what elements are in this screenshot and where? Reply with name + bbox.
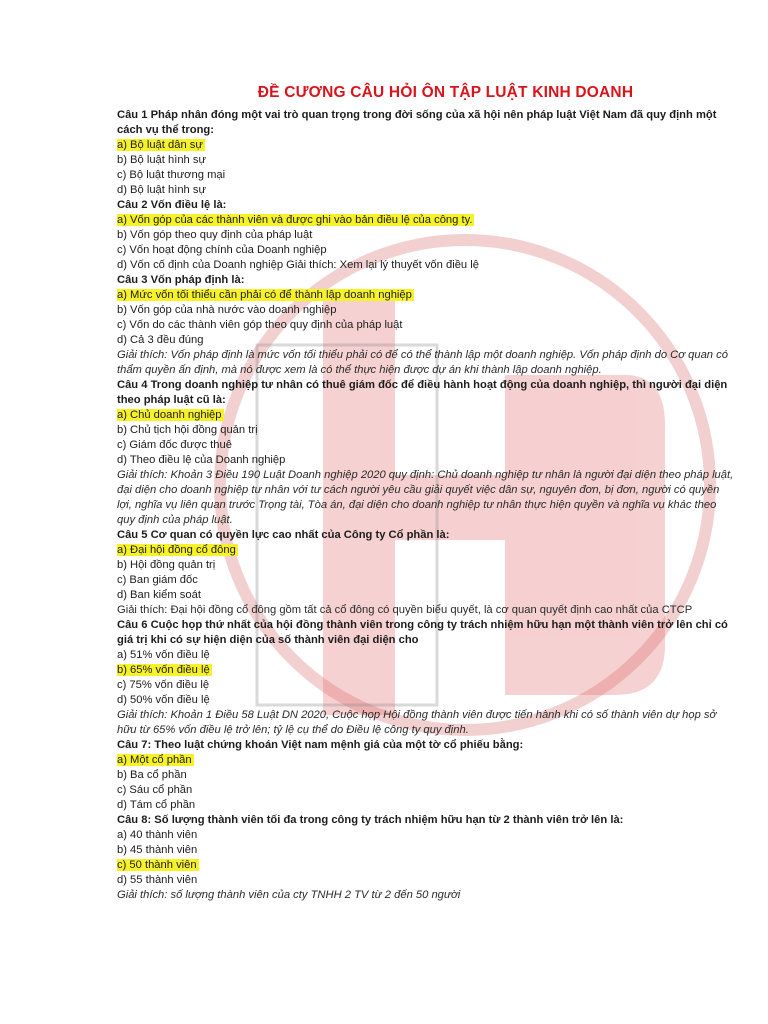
answer-option-label: c) 75% vốn điều lệ <box>117 679 210 691</box>
answer-option-label: c) Bộ luật thương mại <box>117 169 226 181</box>
answer-option <box>117 678 736 693</box>
answer-option-label: b) 65% vốn điều lệ <box>117 664 210 676</box>
question-text: Câu 7: Theo luật chứng khoán Việt nam mệnh giá của một tờ cổ phiếu bằng: <box>117 739 524 751</box>
answer-option-label: d) Bộ luật hình sự <box>117 184 206 196</box>
answer-option <box>117 168 736 183</box>
answer-option-label: b) Chủ tịch hội đồng quản trị <box>117 424 258 436</box>
answer-options <box>117 288 736 348</box>
answer-option-label: d) 50% vốn điều lệ <box>117 694 210 706</box>
answer-option-label: d) Vốn cố định của Doanh nghiệp Giải thích: Xem lại lý thuyết vốn điều lệ <box>117 259 479 271</box>
answer-options <box>117 828 736 888</box>
explanation-text: Giải thích: Khoản 3 Điều 190 Luật Doanh nghiệp 2020 quy định: Chủ doanh nghiệp tư nhân là người đại diện theo pháp luật, đại diện cho doanh nghiệp tư nhân với tư cách người yêu cầu giải quyết việc dân sự, nguyên đơn, bị đơn, người có quyền lợi, nghĩa vụ liên quan trước Trọng tài, Tòa án, đại diện cho doanh nghiệp tư nhân thực hiện quyền và nghĩa vụ khác theo quy định của pháp luật. <box>117 469 734 526</box>
answer-option <box>117 573 736 588</box>
explanation-text: Giải thích: Khoản 1 Điều 58 Luật DN 2020, Cuộc họp Hội đồng thành viên được tiến hành khi có số thành viên dự họp sở hữu từ 65% vốn điều lệ trở lên; tỷ lệ cụ thể do Điều lệ công ty quy định. <box>117 709 717 736</box>
explanation-text: Giải thích: Vốn pháp định là mức vốn tối thiểu phải có để có thể thành lập một doanh nghiệp. Vốn pháp định do Cơ quan có thẩm quyền ấn định, mà nó được xem là có thể thực hiện được dự án khi thành lập doanh nghiệp. <box>117 349 728 376</box>
explanation-text: Giải thích: số lượng thành viên của cty TNHH 2 TV từ 2 đến 50 người <box>117 889 461 901</box>
answer-option-label: c) Giám đốc được thuê <box>117 439 232 451</box>
answer-option-label: d) 55 thành viên <box>117 874 198 886</box>
answer-options <box>117 753 736 813</box>
question-block <box>117 108 736 198</box>
correct-answer-option <box>117 858 736 873</box>
answer-option <box>117 228 736 243</box>
answer-option <box>117 693 736 708</box>
answer-option <box>117 303 736 318</box>
answer-options <box>117 213 736 273</box>
answer-option-label: c) 50 thành viên <box>117 859 197 871</box>
answer-option-label: b) Ba cổ phần <box>117 769 187 781</box>
answer-option <box>117 588 736 603</box>
correct-answer-option <box>117 543 736 558</box>
answer-option <box>117 873 736 888</box>
answer-options <box>117 138 736 198</box>
question-list <box>117 108 736 903</box>
question-block <box>117 378 736 528</box>
answer-options <box>117 648 736 708</box>
answer-option-label: c) Vốn do các thành viên góp theo quy định của pháp luật <box>117 319 403 331</box>
answer-option <box>117 318 736 333</box>
answer-option <box>117 453 736 468</box>
answer-option <box>117 648 736 663</box>
answer-option-label: d) Cả 3 đều đúng <box>117 334 204 346</box>
answer-option-label: b) Vốn góp của nhà nước vào doanh nghiệp <box>117 304 337 316</box>
correct-answer-option <box>117 138 736 153</box>
question-text: Câu 8: Số lượng thành viên tối đa trong công ty trách nhiệm hữu hạn từ 2 thành viên trở lên là: <box>117 814 624 826</box>
question-block <box>117 198 736 273</box>
correct-answer-option <box>117 408 736 423</box>
question-text: Câu 4 Trong doanh nghiệp tư nhân có thuê giám đốc để điều hành hoạt động của doanh nghiệp, thì người đại diện theo pháp luật cũ là: <box>117 379 728 406</box>
answer-option-label: b) Hội đồng quản trị <box>117 559 216 571</box>
answer-option-label: a) Mức vốn tối thiểu cần phải có để thành lập doanh nghiệp <box>117 289 412 301</box>
question-text: Câu 1 Pháp nhân đóng một vai trò quan trọng trong đời sống của xã hội nên pháp luật Việt Nam đã quy định một cách vụ thể trong: <box>117 109 717 136</box>
answer-option-label: d) Ban kiểm soát <box>117 589 201 601</box>
answer-options <box>117 408 736 468</box>
answer-option <box>117 558 736 573</box>
answer-option <box>117 798 736 813</box>
answer-option <box>117 258 736 273</box>
answer-option <box>117 423 736 438</box>
answer-option-label: a) Một cổ phần <box>117 754 192 766</box>
answer-option <box>117 843 736 858</box>
answer-option-label: d) Tám cổ phần <box>117 799 196 811</box>
answer-option-label: a) Đại hội đồng cổ đông <box>117 544 236 556</box>
correct-answer-option <box>117 753 736 768</box>
answer-option <box>117 243 736 258</box>
answer-option <box>117 438 736 453</box>
question-text: Câu 2 Vốn điều lệ là: <box>117 199 227 211</box>
answer-option <box>117 783 736 798</box>
correct-answer-option <box>117 288 736 303</box>
answer-option-label: a) 40 thành viên <box>117 829 198 841</box>
document-title: ĐỀ CƯƠNG CÂU HỎI ÔN TẬP LUẬT KINH DOANH <box>257 84 634 101</box>
question-block <box>117 738 736 813</box>
answer-option <box>117 768 736 783</box>
question-block <box>117 813 736 903</box>
answer-option-label: d) Theo điều lệ của Doanh nghiệp <box>117 454 286 466</box>
answer-option-label: b) Bộ luật hình sự <box>117 154 206 166</box>
answer-option-label: a) Vốn góp của các thành viên và được ghi vào bản điều lệ của công ty. <box>117 214 473 226</box>
answer-option <box>117 828 736 843</box>
answer-option <box>117 153 736 168</box>
explanation-text: Giải thích: Đại hội đồng cổ đông gồm tất cả cổ đông có quyền biểu quyết, là cơ quan quyết định cao nhất của CTCP <box>117 604 693 616</box>
question-text: Câu 5 Cơ quan có quyền lực cao nhất của Công ty Cổ phần là: <box>117 529 450 541</box>
answer-options <box>117 543 736 603</box>
question-block <box>117 273 736 378</box>
answer-option-label: a) Bộ luật dân sự <box>117 139 203 151</box>
answer-option-label: b) Vốn góp theo quy định của pháp luật <box>117 229 313 241</box>
answer-option-label: c) Ban giám đốc <box>117 574 198 586</box>
answer-option <box>117 183 736 198</box>
answer-option-label: a) 51% vốn điều lệ <box>117 649 210 661</box>
question-block <box>117 528 736 618</box>
question-text: Câu 6 Cuộc họp thứ nhất của hội đồng thành viên trong công ty trách nhiệm hữu hạn một thành viên trở lên chỉ có giá trị khi có sự hiện diện của số thành viên đại diện cho <box>117 619 728 646</box>
question-block <box>117 618 736 738</box>
answer-option-label: b) 45 thành viên <box>117 844 198 856</box>
answer-option-label: a) Chủ doanh nghiệp <box>117 409 222 421</box>
question-text: Câu 3 Vốn pháp định là: <box>117 274 245 286</box>
answer-option-label: c) Vốn hoạt động chính của Doanh nghiệp <box>117 244 327 256</box>
correct-answer-option <box>117 213 736 228</box>
answer-option-label: c) Sáu cổ phần <box>117 784 193 796</box>
answer-option <box>117 333 736 348</box>
correct-answer-option <box>117 663 736 678</box>
